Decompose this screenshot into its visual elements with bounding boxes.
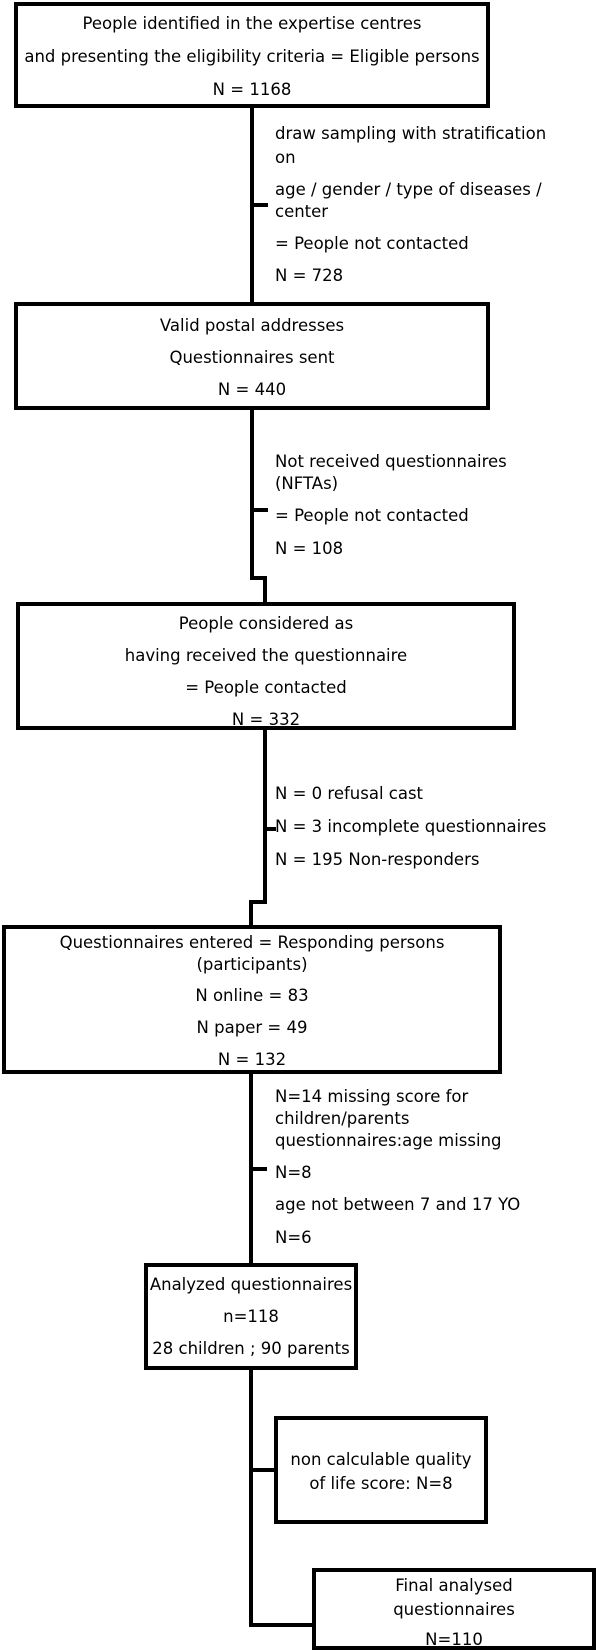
sent-line-2: Questionnaires sent (169, 348, 335, 367)
connector-sent-to-received (252, 410, 265, 603)
non-calculable-score-box (274, 1416, 488, 1524)
analyzed-line-1: Analyzed questionnaires (149, 1275, 353, 1294)
missing-note-line-2: children/parents (275, 1109, 410, 1128)
eligible-line-1: People identified in the expertise centres (82, 14, 422, 33)
entered-online-count: N online = 83 (195, 986, 309, 1005)
missing-note-line-6: N=6 (275, 1228, 312, 1247)
analyzed-breakdown: 28 children ; 90 parents (152, 1339, 350, 1358)
entered-line-1: Questionnaires entered = Responding persons (59, 933, 445, 952)
final-line-2: questionnaires (393, 1600, 515, 1619)
sampling-note-line-5: = People not contacted (275, 234, 469, 253)
not-received-note-line-3: = People not contacted (275, 506, 469, 525)
sampling-note-line-2: on (275, 148, 296, 167)
sampling-note-line-3: age / gender / type of diseases / (275, 180, 542, 199)
missing-note-line-1: N=14 missing score for (275, 1087, 469, 1106)
received-line-2: having received the questionnaire (124, 646, 408, 665)
refusals-note-line-3: N = 195 Non-responders (275, 850, 480, 869)
noncalc-line-1: non calculable quality (290, 1450, 472, 1469)
responding-persons-box (2, 925, 502, 1074)
entered-line-2: (participants) (196, 955, 308, 974)
missing-note-line-3: questionnaires:age missing (275, 1131, 502, 1150)
not-received-note-line-4: N = 108 (275, 539, 344, 558)
sampling-note-line-1: draw sampling with stratification (275, 124, 547, 143)
sampling-note-line-6: N = 728 (275, 266, 344, 285)
eligible-line-2: and presenting the eligibility criteria = Eligible persons (24, 47, 480, 66)
sent-line-1: Valid postal addresses (159, 316, 345, 335)
entered-paper-count: N paper = 49 (196, 1018, 308, 1037)
eligible-count: N = 1168 (212, 80, 292, 99)
received-count: N = 332 (231, 710, 301, 729)
questionnaires-sent-box (14, 302, 490, 410)
sent-count: N = 440 (217, 380, 287, 399)
missing-note-line-4: N=8 (275, 1163, 312, 1182)
refusals-note-line-1: N = 0 refusal cast (275, 784, 424, 803)
final-count: N=110 (425, 1630, 483, 1649)
refusals-note-line-2: N = 3 incomplete questionnaires (275, 817, 547, 836)
missing-note-line-5: age not between 7 and 17 YO (275, 1195, 521, 1214)
sampling-note-line-4: center (275, 202, 329, 221)
analyzed-count: n=118 (223, 1307, 279, 1326)
not-received-note-line-2: (NFTAs) (275, 474, 339, 493)
final-line-1: Final analysed (395, 1576, 513, 1595)
received-line-3: = People contacted (185, 678, 347, 697)
final-analysed-box (312, 1568, 596, 1650)
entered-count: N = 132 (217, 1050, 287, 1069)
noncalc-line-2: of life score: N=8 (309, 1474, 453, 1493)
connector-received-to-entered (251, 729, 265, 926)
not-received-note-line-1: Not received questionnaires (275, 452, 507, 471)
eligible-persons-box (14, 2, 490, 108)
received-line-1: People considered as (178, 614, 354, 633)
people-contacted-box (16, 602, 516, 730)
analyzed-questionnaires-box (144, 1263, 358, 1370)
